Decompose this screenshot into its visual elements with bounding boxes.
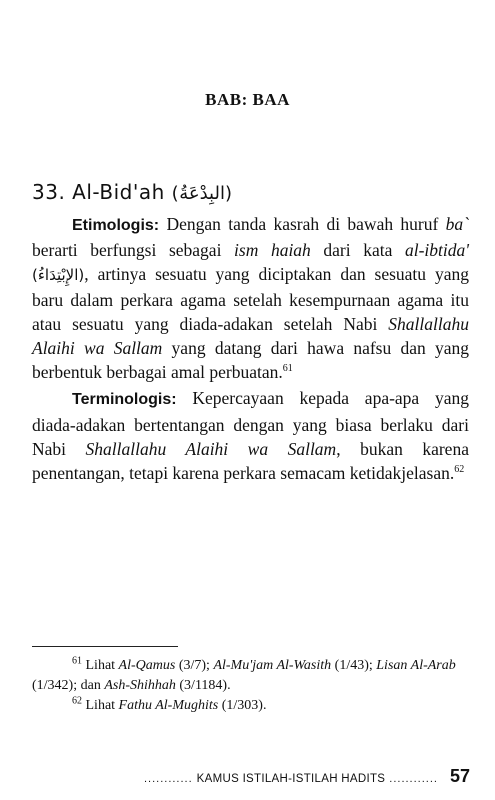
footer-dots-right: ............ [389,773,438,785]
terminology-label: Terminologis: [72,391,177,409]
running-title: KAMUS ISTILAH-ISTILAH HADITS [196,773,386,785]
entry-body [32,212,469,485]
footer-dots-left: ............ [143,773,193,785]
footnote-ref-61: 61 [282,363,293,375]
entry-number-title: 33. Al-Bid'ah [32,180,165,204]
chapter-heading: BAB: BAA [205,90,290,109]
footnote-61: $^{61}$ Lihat Al-Qamus (3/7); Al-Mu'jam Al-Wasith (1/43); Lisan Al-Arab (1/342); dan Ash-Shihhah (3/1184). [32,655,456,693]
footnote-ref-62: 62 [454,464,465,476]
entry-arabic-title: (البِدْعَةُ) [171,183,233,204]
terminology-paragraph: Terminologis: Kepercayaan kepada apa-apa yang diada-adakan bertentangan dengan yang biasa berlaku dari Nabi Shallallahu Alaihi wa Sallam, bukan karena penentangan, tetapi karena perkara semacam ketidakjelasan.$^{62}$ [32,388,469,484]
entry-title [32,180,233,204]
footnote-62: $^{62}$ Lihat Fathu Al-Mughits (1/303). [72,695,267,713]
etymology-label: Etimologis: [72,217,160,234]
footnote-divider [32,646,178,647]
page-footer [100,766,470,787]
page-number: 57 [449,766,470,786]
etymology-paragraph: Etimologis: Dengan tanda kasrah di bawah huruf ba` berarti berfungsi sebagai ism haiah dari kata al-ibtida' (الإِبْتِدَاءُ), artinya sesuatu yang diciptakan dan sesuatu yang baru dalam perkara agama setelah kesempurnaan agama itu atau sesuatu yang diada-adakan setelah Nabi Shallallahu Alaihi wa Sallam yang datang dari hawa nafsu dan yang berbentuk berbagai amal perbuatan.$^{61}$ [32,214,470,383]
arabic-term: (الإِبْتِدَاءُ) [32,266,85,285]
footnotes [32,656,472,716]
